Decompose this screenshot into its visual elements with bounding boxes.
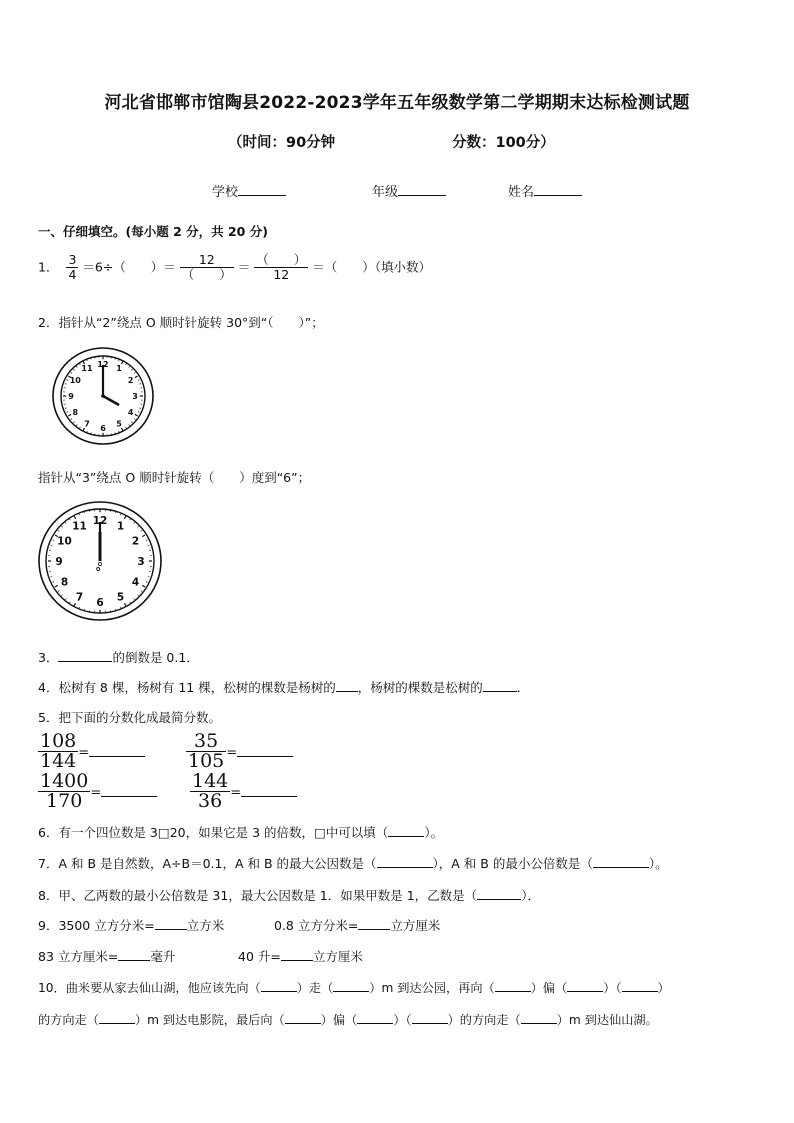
clock-tick: [74, 603, 76, 606]
answer-blank[interactable]: [281, 949, 313, 961]
clock-tick: [134, 522, 135, 523]
question-10-line-1: 10．曲米要从家去仙山湖，他应该先向（ ）走（ ）m 到达公园，再向（ ）偏（ ）（ ）: [38, 981, 670, 995]
clock-tick: [146, 581, 147, 582]
clock-tick: [120, 607, 121, 608]
fraction-item-4: $\frac{144}{36}$ =: [190, 772, 297, 811]
center-o-label: O: [96, 567, 101, 573]
clock-tick: [119, 359, 120, 360]
clock-tick: [68, 414, 71, 416]
clock-tick: [87, 359, 88, 360]
fraction-item-3: $\frac{1400}{170}$ =: [38, 772, 157, 811]
clock-tick: [124, 603, 126, 606]
clock-4-oclock: [52, 346, 160, 446]
clock-number: 3: [132, 391, 138, 401]
clock-tick: [73, 422, 74, 423]
clock-tick: [132, 422, 133, 423]
clock-tick: [79, 607, 80, 608]
clock-number: 1: [116, 364, 122, 374]
name-blank[interactable]: [534, 183, 582, 196]
answer-blank[interactable]: [58, 650, 112, 662]
question-10-line-2: 的方向走（ ）m 到达电影院，最后向（ ）偏（ ）（ ）的方向走（ ）m 到达仙山湖。: [38, 1013, 658, 1027]
clock-number: 5: [116, 591, 125, 604]
clock-number: 8: [72, 407, 79, 417]
clock-tick: [137, 595, 138, 596]
clock-tick: [135, 414, 138, 416]
answer-blank[interactable]: [495, 980, 531, 992]
question-6: 6．有一个四位数是 3□20，如果它是 3 的倍数，□中可以填（ ）。: [38, 825, 444, 840]
answer-blank[interactable]: [477, 888, 521, 900]
fraction-3-4: $\frac{3}{4}$: [68, 252, 77, 283]
answer-blank[interactable]: [483, 680, 517, 692]
answer-blank[interactable]: [593, 856, 649, 868]
answer-blank[interactable]: [377, 856, 433, 868]
clock-tick: [146, 540, 147, 541]
clock-number: 9: [55, 555, 63, 568]
clock-tick: [120, 513, 121, 514]
clock-tick: [119, 431, 120, 432]
answer-blank[interactable]: [412, 1012, 448, 1024]
clock-tick: [73, 369, 74, 370]
question-7: 7．A 和 B 是自然数，A÷B＝0.1，A 和 B 的最大公因数是（ ），A 和 B 的最小公倍数是（ ）。: [38, 856, 668, 871]
clock-number: 8: [60, 576, 69, 589]
answer-blank[interactable]: [118, 949, 150, 961]
clock-tick: [141, 530, 142, 531]
clock-number: 10: [69, 375, 81, 385]
clock-tick: [79, 427, 80, 428]
clock-tick: [129, 425, 130, 426]
answer-blank[interactable]: [285, 1012, 321, 1024]
clock-tick: [130, 602, 131, 603]
answer-blank[interactable]: [357, 1012, 393, 1024]
clock-tick: [134, 419, 135, 420]
clock-tick: [61, 595, 62, 596]
clock-tick: [71, 372, 72, 373]
clock-tick: [138, 412, 139, 413]
school-blank[interactable]: [238, 183, 286, 196]
clock-tick: [124, 516, 126, 519]
clock-tick: [61, 526, 62, 527]
fraction-item-2: $\frac{35}{105}$ =: [186, 732, 293, 771]
clock-tick: [142, 535, 145, 537]
clock-tick: [58, 591, 59, 592]
clock-number: 4: [131, 576, 140, 589]
question-5: 5．把下面的分数化成最简分数。: [38, 710, 221, 725]
clock-number: 1: [116, 520, 125, 533]
clock-number: 11: [81, 364, 93, 374]
answer-blank[interactable]: [89, 742, 145, 757]
clock-tick: [74, 516, 76, 519]
clock-tick: [142, 585, 145, 587]
clock-number: 7: [84, 419, 90, 429]
grade-blank[interactable]: [398, 183, 446, 196]
clock-tick: [52, 581, 53, 582]
clock-number: 10: [57, 535, 72, 548]
answer-blank[interactable]: [241, 782, 297, 797]
clock-tick: [138, 380, 139, 381]
school-field[interactable]: 学校: [212, 181, 286, 200]
clock-number: 6: [100, 423, 106, 433]
clock-tick: [126, 427, 127, 428]
clock-number: 3: [137, 555, 145, 568]
grade-field[interactable]: 年级: [372, 181, 446, 200]
answer-blank[interactable]: [155, 918, 187, 930]
answer-blank[interactable]: [358, 918, 390, 930]
clock-12-oclock: [38, 500, 164, 622]
answer-blank[interactable]: [336, 680, 358, 692]
clock-tick: [126, 364, 127, 365]
answer-blank[interactable]: [622, 980, 658, 992]
answer-blank[interactable]: [567, 980, 603, 992]
name-field[interactable]: 姓名: [508, 181, 582, 200]
question-9c: 83 立方厘米= 毫升: [38, 949, 176, 964]
clock-tick: [52, 540, 53, 541]
clock-number: 4: [127, 407, 134, 417]
clock-tick: [55, 585, 58, 587]
clock-tick: [76, 366, 77, 367]
fraction-12-blank: $\frac{12}{( )}$: [181, 252, 232, 283]
answer-blank[interactable]: [261, 980, 297, 992]
clock-tick: [71, 419, 72, 420]
clock-tick: [65, 522, 66, 523]
question-3: 3． 的倒数是 0.1．: [38, 650, 199, 665]
clock-tick: [66, 380, 67, 381]
clock-number: 2: [131, 535, 140, 548]
question-9d: 40 升= 立方厘米: [238, 949, 363, 964]
clock-tick: [58, 530, 59, 531]
clock-number: 12: [97, 359, 109, 369]
question-2b: 指针从“3”绕点 O 顺时针旋转（ ）度到“6”；: [38, 470, 311, 485]
answer-blank[interactable]: [101, 782, 157, 797]
clock-number: 12: [92, 514, 108, 527]
clock-tick: [69, 602, 70, 603]
clock-number: 9: [68, 391, 74, 401]
clock-tick: [135, 376, 138, 378]
fraction-blank-12: $\frac{( )}{12}$: [256, 252, 307, 283]
exam-score: 分数：100分）: [452, 135, 555, 151]
question-1: 1． $\frac{3}{4}$ ＝6÷（ ）＝ $\frac{12}{( )}$ ＝ $\frac{( )}{12}$ ＝（ ）（填小数）: [38, 252, 432, 283]
answer-blank[interactable]: [333, 980, 369, 992]
clock-number: 5: [116, 419, 122, 429]
question-9b: 0.8 立方分米= 立方厘米: [274, 918, 441, 933]
answer-blank[interactable]: [521, 1012, 557, 1024]
clock-tick: [134, 598, 135, 599]
fraction-item-1: $\frac{108}{144}$ =: [38, 732, 145, 771]
answer-blank[interactable]: [388, 825, 424, 837]
clock-number: 6: [96, 596, 104, 609]
clock-tick: [87, 431, 88, 432]
clock-tick: [137, 526, 138, 527]
clock-tick: [141, 591, 142, 592]
answer-blank[interactable]: [237, 742, 293, 757]
clock-tick: [76, 425, 77, 426]
clock-tick: [69, 519, 70, 520]
clock-number: 2: [127, 375, 134, 385]
section-heading: 一、仔细填空。(每小题 2 分，共 20 分): [38, 224, 268, 239]
clock-tick: [130, 519, 131, 520]
question-2a: 2．指针从“2”绕点 O 顺时针旋转 30°到“（ ）”；: [38, 315, 324, 330]
question-8: 8．甲、乙两数的最小公倍数是 31，最大公因数是 1．如果甲数是 1，乙数是（ ）．: [38, 888, 540, 903]
clock-tick: [129, 366, 130, 367]
hour-hand: [103, 396, 119, 405]
clock-number: 7: [75, 591, 84, 604]
clock-number: 11: [72, 520, 87, 533]
page-title: 河北省邯郸市馆陶县2022-2023学年五年级数学第二学期期末达标检测试题: [104, 93, 690, 113]
question-4: 4．松树有 8 棵，杨树有 11 棵，松树的棵数是杨树的 ，杨树的棵数是松树的 ．: [38, 680, 530, 695]
clock-tick: [79, 364, 80, 365]
exam-time: （时间：90分钟: [228, 135, 336, 151]
answer-blank[interactable]: [99, 1012, 135, 1024]
question-9a: 9．3500 立方分米= 立方米: [38, 918, 225, 933]
clock-tick: [79, 513, 80, 514]
clock-tick: [132, 369, 133, 370]
clock-tick: [65, 598, 66, 599]
clock-tick: [134, 372, 135, 373]
clock-tick: [66, 412, 67, 413]
